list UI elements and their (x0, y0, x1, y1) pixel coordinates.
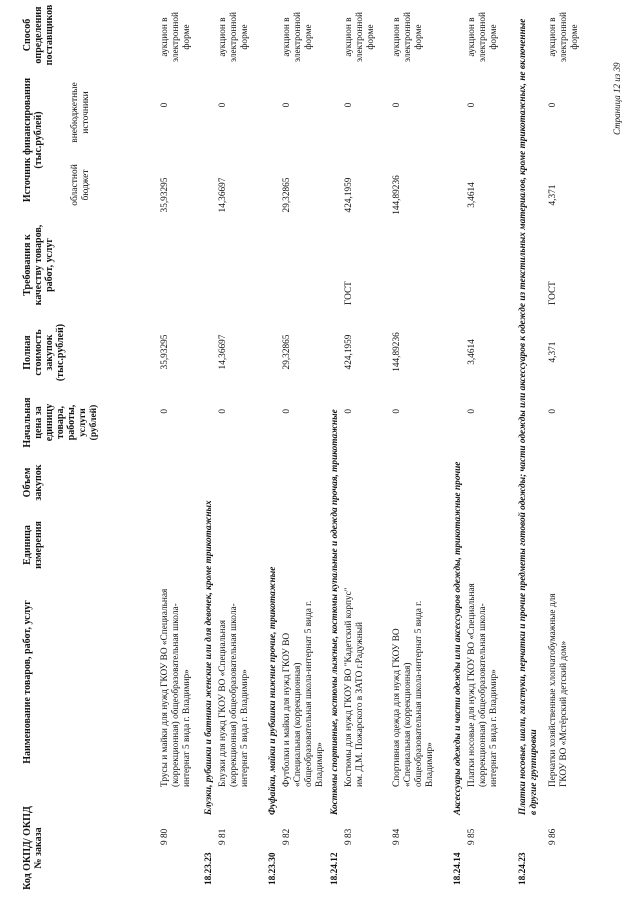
row-extra: 0 (548, 102, 558, 108)
row-extra: 0 (467, 102, 477, 108)
row-method: аукцион в электронной форме (160, 11, 192, 63)
header-total: Полная стоимость закупок (тыс.рублей) (22, 323, 66, 382)
row-total: 4,371 (548, 341, 558, 363)
row-extra: 0 (160, 102, 170, 108)
header-funding: Источник финансирования (тыс.рублей) (22, 77, 44, 203)
header-price-sub: услуги (рублей) (78, 404, 99, 441)
row-total: 3,4614 (467, 339, 477, 365)
row-price: 0 (548, 409, 558, 414)
row-code: 9 83 (344, 828, 354, 845)
group-title: Блузки, рубашки и батники женские или для девочек, кроме трикотажных (204, 500, 214, 815)
row-price: 0 (467, 409, 477, 414)
row-price: 0 (218, 409, 228, 414)
row-price: 0 (282, 409, 292, 414)
row-name: Футболки и майки для нужд ГКОУ ВО «Специальная (коррекционная) общеобразовательная школа-интернат 5 вида г. Владимир» (282, 600, 325, 787)
row-requirements: ГОСТ (548, 281, 558, 305)
row-method: аукцион в электронной форме (282, 11, 314, 63)
row-price: 0 (344, 409, 354, 414)
row-name: Перчатки хозяйственные хлопчатобумажные для ГКОУ ВО «Мстёрский детский дом» (548, 593, 569, 787)
group-title: Фуфайки, майки и рубашки нижние прочие, трикотажные (268, 566, 278, 815)
group-title: Аксессуары одежды и части одежды или аксессуаров одежды, трикотажные прочие (453, 461, 463, 815)
row-regional: 29,32865 (282, 177, 292, 213)
header-price: Начальная цена за единицу товара, работы, (22, 397, 77, 448)
row-code: 9 80 (160, 828, 170, 845)
row-requirements: ГОСТ (344, 281, 354, 305)
row-total: 424,1959 (344, 334, 354, 370)
group-title: Платки носовые, шали, галстуки, перчатки и прочие предметы готовой одежды; части одежды или аксессуаров к одежде из текстильных материалов, кроме трикотажных, не включенные в другие группировки (518, 18, 539, 815)
group-code: 18.24.12 (330, 852, 340, 885)
header-volume: Объем закупок (22, 464, 44, 501)
row-code: 9 85 (467, 828, 477, 845)
row-name: Трусы и майки для нужд ГКОУ ВО «Специальная (коррекционная) общеобразовательная школа-интернат 5 вида г. Владимир» (160, 588, 192, 787)
row-regional: 144,89236 (392, 175, 402, 215)
header-method: Способ определения поставщиков (22, 4, 55, 66)
row-price: 0 (160, 409, 170, 414)
row-method: аукцион в электронной форме (218, 11, 250, 63)
row-total: 14,36697 (218, 334, 228, 370)
row-method: аукцион в электронной форме (467, 11, 499, 63)
header-extra: внебюджетные источники (70, 82, 91, 143)
row-name: Блузки для нужд ГКОУ ВО «Специальная (коррекционная) общеобразовательная школа-интернат 5 вида г. Владимир» (218, 603, 250, 787)
row-extra: 0 (218, 102, 228, 108)
row-method: аукцион в электронной форме (548, 11, 580, 63)
header-requirements: Требования к качеству товаров, работ, услуг (22, 224, 55, 306)
header-name: Наименование товаров, работ, услуг (22, 600, 33, 764)
row-total: 29,32865 (282, 334, 292, 370)
header-code: Код ОКПД/ ОКПД № заказа (22, 806, 44, 890)
group-code: 18.24.14 (453, 852, 463, 885)
row-regional: 424,1959 (344, 177, 354, 213)
header-unit: Единица измерения (22, 521, 44, 569)
group-code: 18.23.23 (204, 852, 214, 885)
row-code: 9 82 (282, 828, 292, 845)
row-regional: 35,93295 (160, 177, 170, 213)
group-code: 18.24.23 (518, 852, 528, 885)
row-extra: 0 (282, 102, 292, 108)
row-method: аукцион в электронной форме (344, 11, 376, 63)
row-regional: 3,4614 (467, 182, 477, 208)
row-name: Спортивная одежда для нужд ГКОУ ВО «Специальная (коррекционная) общеобразовательная школа-интернат 5 вида г. Владимир» (392, 600, 435, 787)
row-code: 9 84 (392, 828, 402, 845)
header-regional: областной бюджет (70, 164, 91, 206)
row-method: аукцион в электронной форме (392, 11, 424, 63)
row-total: 35,93295 (160, 334, 170, 370)
group-title: Костюмы спортивные, костюмы лыжные, костюмы купальные и одежда прочая, трикотажные (330, 409, 340, 815)
row-code: 9 81 (218, 828, 228, 845)
row-regional: 14,36697 (218, 177, 228, 213)
row-name: Костюмы для нужд ГКОУ ВО "Кадетский корпус" им. Д.М. Пожарского в ЗАТО г.Радужный (344, 587, 365, 787)
row-name: Платки носовые для нужд ГКОУ ВО «Специальная (коррекционная) общеобразовательная школа-интернат 5 вида г. Владимир» (467, 583, 499, 787)
row-price: 0 (392, 409, 402, 414)
row-total: 144,89236 (392, 332, 402, 372)
row-code: 9 86 (548, 828, 558, 845)
row-extra: 0 (344, 102, 354, 108)
row-extra: 0 (392, 102, 402, 108)
row-regional: 4,371 (548, 184, 558, 206)
page-number: Страница 12 из 39 (612, 62, 622, 135)
group-code: 18.23.30 (268, 852, 278, 885)
